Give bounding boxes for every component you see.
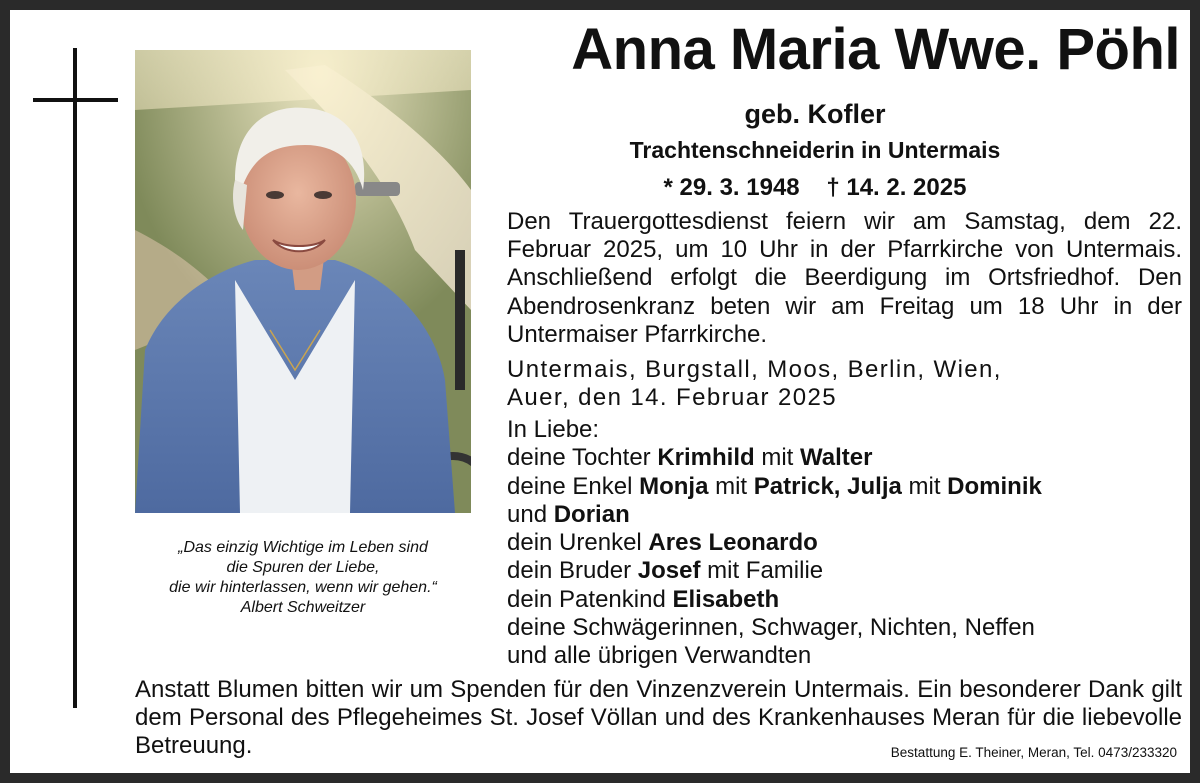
quote-line-1: „Das einzig Wichtige im Leben sind [178, 539, 428, 556]
deceased-name: Anna Maria Wwe. Pöhl [571, 17, 1180, 82]
family-name: Ares Leonardo [648, 529, 818, 557]
family-name: Monja [639, 472, 709, 500]
family-godchild [507, 586, 1182, 614]
family-list [507, 416, 1182, 671]
profession: Trachtenschneiderin in Untermais [629, 137, 1001, 163]
family-text: deine Tochter [507, 444, 658, 472]
birth-date: * 29. 3. 1948 [663, 174, 800, 201]
cross-bar [33, 98, 118, 102]
family-text: mit [754, 444, 800, 472]
quote-line-2: die Spuren der Liebe, [226, 559, 380, 576]
donation-thanks-text: Anstatt Blumen bitten wir um Spenden für den Vinzenzverein Untermais. Ein besonderer Dank gilt dem Personal des Pflegeheimes St. Josef Völlan und des Krankenhauses Meran für die liebevolle Betreuung. [135, 676, 1182, 759]
family-text: mit Familie [700, 557, 824, 585]
service-text: Den Trauergottesdienst feiern wir am Samstag, dem 22. Februar 2025, um 10 Uhr in der Pfarrkirche von Untermais. Anschließend erfolgt die Beerdigung im Ortsfriedhof. Den Abendrosenkranz beten wir am Freitag um 18 Uhr in der Untermaiser Pfarrkirche. [507, 208, 1182, 348]
quote-line-3: die wir hinterlassen, wenn wir gehen.“ [169, 579, 437, 596]
family-text: dein Bruder [507, 557, 638, 585]
family-name: Krimhild [657, 444, 755, 472]
cross-icon [73, 48, 77, 708]
family-text: dein Urenkel [507, 529, 649, 557]
in-love-heading: In Liebe: [507, 416, 600, 443]
location-line-1: Untermais, Burgstall, Moos, Berlin, Wien, [507, 356, 1002, 383]
family-brother [507, 557, 1182, 585]
obituary-notice [10, 10, 1190, 773]
family-grandchildren [507, 473, 1182, 501]
death-date: † 14. 2. 2025 [826, 174, 967, 201]
portrait-photo [135, 50, 471, 513]
quote-block [125, 538, 481, 618]
family-text: mit [708, 472, 754, 500]
family-name: Dorian [553, 500, 630, 528]
family-text: mit [901, 472, 948, 500]
family-inlaws: deine Schwägerinnen, Schwager, Nichten, Neffen [507, 614, 1035, 642]
family-name: Dominik [947, 472, 1042, 500]
family-grandchildren-cont [507, 501, 1182, 529]
undertaker-info: Bestattung E. Theiner, Meran, Tel. 0473/233320 [890, 745, 1177, 760]
family-name: Walter [800, 444, 873, 472]
family-relatives: und alle übrigen Verwandten [507, 642, 812, 670]
location-line-2: Auer, den 14. Februar 2025 [507, 384, 837, 411]
family-name: Josef [637, 557, 701, 585]
family-text: deine Enkel [507, 472, 640, 500]
family-text: und [507, 500, 554, 528]
family-name: Patrick, Julja [753, 472, 902, 500]
family-great-grandchild [507, 529, 1182, 557]
family-daughter [507, 444, 1182, 472]
quote-author: Albert Schweitzer [240, 599, 366, 616]
birth-name: geb. Kofler [744, 99, 886, 129]
location-date [507, 356, 1182, 412]
life-dates [570, 172, 1060, 204]
family-text: dein Patenkind [507, 585, 673, 613]
family-name: Elisabeth [672, 585, 780, 613]
